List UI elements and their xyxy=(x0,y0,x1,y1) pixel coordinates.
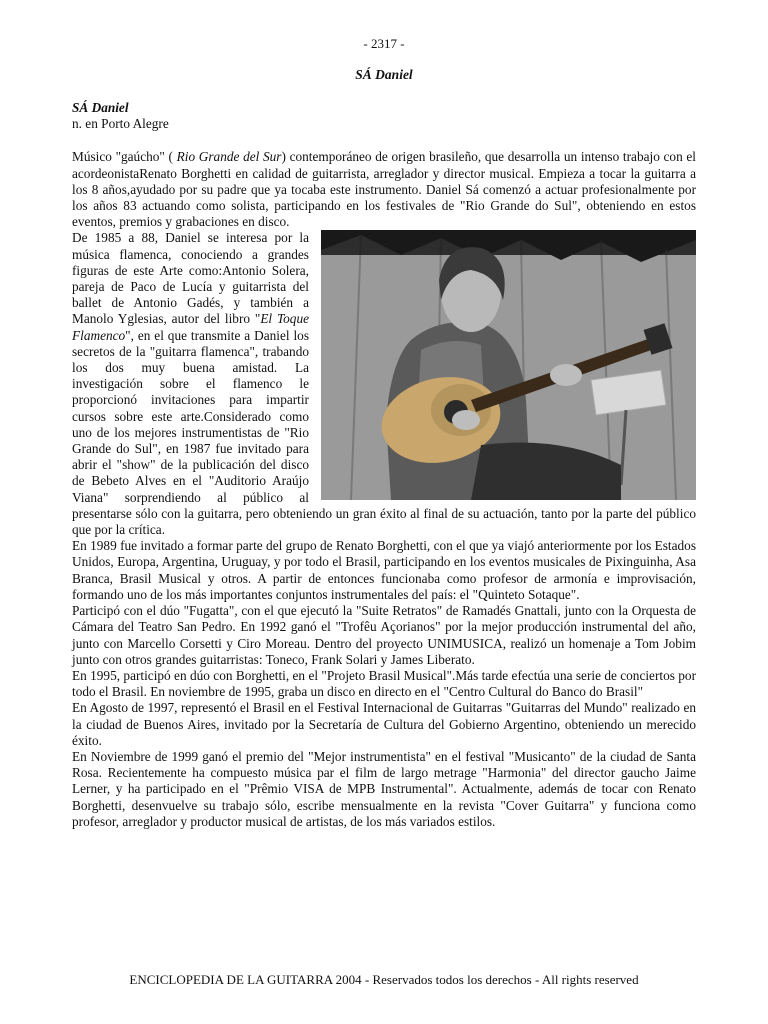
paragraph-1989: En 1989 fue invitado a formar parte del grupo de Renato Borghetti, con el que ya viajó anteriormente por los Estados Unidos, Europa, Argentina, Uruguay, y por todo el Brasil, participando en los eventos musicales de Pixinguinha, Asa Branca, Brasil Musical y otros. A partir de entonces funcionaba como profesor de armonía e improvisación, formando uno de los más importantes conjuntos instrumentales del país: el "Quinteto Sotaque". xyxy=(72,538,696,602)
entry-birth: n. en Porto Alegre xyxy=(72,116,169,132)
paragraph-flamenco: De 1985 a 88, Daniel se interesa por la música flamenca, conociendo a grandes figuras de este Arte como:Antonio Solera, pareja de Paco de Lucía y guitarrista del ballet de Antonio Gadés, y también a Manolo Yglesias, autor del libro "El Toque Flamenco", en el que transmite a Daniel los secretos de la "guitarra flamenca", trabando los dos muy buena amistad. La investigación sobre el flamenco le proporcionó invitaciones para impartir cursos sobre este arte.Considerado como uno de los mejores instrumentistas de "Rio Grande do Sul", en 1987 fue invitado para abrir el "show" de la publicación del disco de Bebeto Alves en el "Auditorio Araújo Viana" sorprendiendo al público al presentarse sólo con la guitarra, pero obteniendo un gran éxito al final de su actuación, tanto por la parte del público que por la crítica. xyxy=(72,230,696,538)
page-number: - 2317 - xyxy=(363,36,405,51)
paragraph-1995: En 1995, participó en dúo con Borghetti, en el "Projeto Brasil Musical".Más tarde efectúa una serie de conciertos por todo el Brasil. En noviembre de 1995, graba un disco en directo en el "Centro Cultural do Banco do Brasil" xyxy=(72,667,696,700)
article-body xyxy=(72,100,696,830)
guitarist-photo xyxy=(321,230,696,500)
entry-name: SÁ Daniel xyxy=(72,100,129,115)
page-footer: ENCICLOPEDIA DE LA GUITARRA 2004 - Reservados todos los derechos - All rights reserved xyxy=(129,972,639,987)
guitarist-photo-image xyxy=(321,230,696,500)
page-heading: SÁ Daniel xyxy=(355,67,413,82)
paragraph-1999: En Noviembre de 1999 ganó el premio del "Mejor instrumentista" en el festival "Musicanto" de la ciudad de Santa Rosa. Recientemente ha compuesto música par el film de largo metrage "Harmonia" del director gaucho Jaime Lerner, y ha participado en el "Prêmio VISA de MPB Instrumental". Actualmente, además de tocar con Renato Borghetti, desenvuelve su trabajo sólo, escribe mensualmente en la revista "Cover Guitarra" y funciona como profesor, arreglador y productor musical de artistas, de los más variados estilos. xyxy=(72,748,696,829)
paragraph-fugatta: Participó con el dúo "Fugatta", con el que ejecutó la "Suite Retratos" de Ramadés Gnattali, junto con la Orquesta de Cámara del Teatro San Pedro. En 1992 ganó el "Trofêu Açorianos" por la mejor producción instrumental del año, junto con Marcello Corsetti y Ciro Moreau. Dentro del proyecto UNIMUSICA, realizó un homenaje a Tom Jobim junto con otros grandes guitarristas: Toneco, Frank Solari y James Liberato. xyxy=(72,603,696,667)
paragraph-intro: Músico "gaúcho" ( Rio Grande del Sur) contemporáneo de origen brasileño, que desarrolla un intenso trabajo con el acordeonistaRenato Borghetti en calidad de guitarrista, arreglador y director musical. Empieza a tocar la guitarra a los 8 años,ayudado por su padre que ya tocaba este instrumento. Daniel Sá comenzó a actuar profesionalmente por los años 83 actuando como solista, participando en los festivales de "Rio Grande do Sul", obteniendo en estos eventos, premios y grabaciones en disco. xyxy=(72,149,696,230)
paragraph-1997: En Agosto de 1997, representó el Brasil en el Festival Internacional de Guitarras "Guitarras del Mundo" realizado en la ciudad de Buenos Aires, invitado por la Secretaría de Cultura del Gobierno Argentino, obteniendo un merecido éxito. xyxy=(72,700,696,748)
